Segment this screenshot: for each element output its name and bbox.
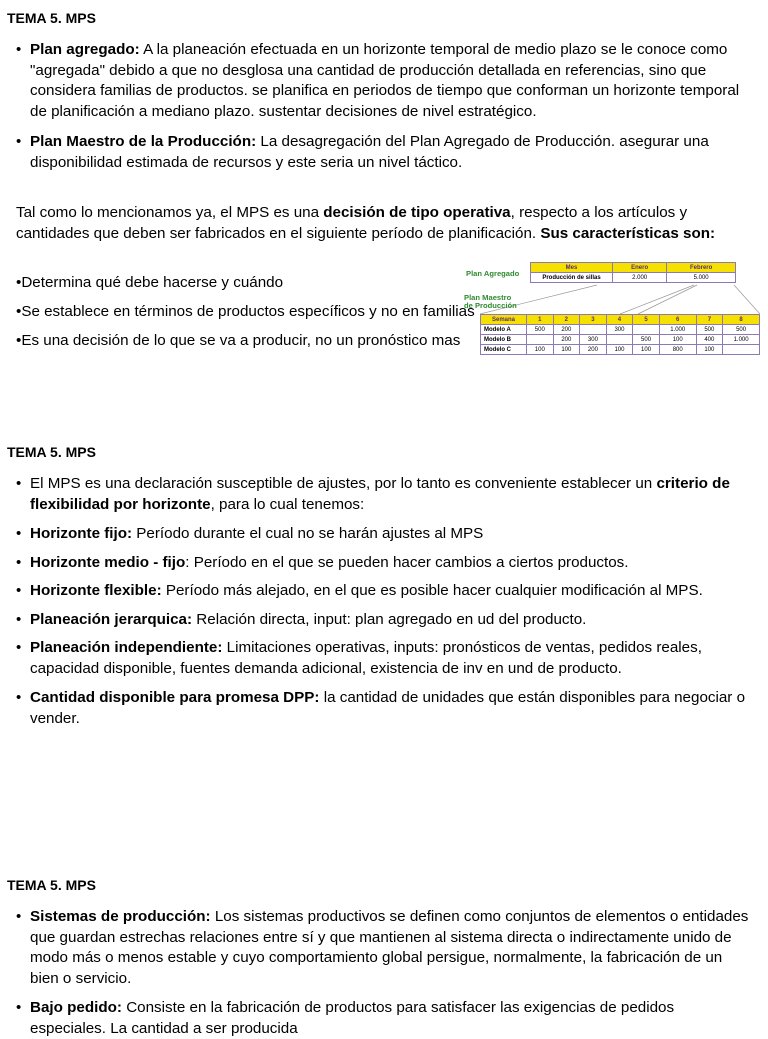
mps-paragraph: Tal como lo mencionamos ya, el MPS es una decisión de tipo operativa, respecto a los artículos y cantidades que deben ser fabricados en el siguiente período de planificación. Sus características son:: [16, 204, 716, 242]
slide-3-title: TEMA 5. MPS: [7, 877, 96, 893]
slide-1-title: TEMA 5. MPS: [7, 10, 96, 26]
label-plan-maestro: Plan Maestro: [464, 293, 512, 302]
slide-1-bullets: [14, 40, 750, 173]
label-plan-agregado: Plan Agregado: [466, 269, 520, 278]
feature-3: •Es una decisión de lo que se va a producir, no un pronóstico mas: [16, 332, 461, 349]
bullet-sistemas-produccion: • Sistemas de producción: Los sistemas productivos se definen como conjuntos de elementos o entidades que guardan estrechas relaciones entre sí y que mantienen al sistema directa o indirectamente unido de modo más o menos estable y cuyo comportamiento global persigue, normalmente, la fabricación de un bien o servicio.: [14, 907, 750, 989]
bullet-planeacion-independiente: • Planeación independiente: Limitaciones operativas, inputs: pronósticos de ventas, pedidos reales, capacidad disponible, fuentes demanda adicional, existencia de inv en und de producto.: [14, 638, 750, 679]
table-row: Modelo B 200 300 500 100 400 1.000: [481, 335, 760, 345]
bullet-flexibilidad: • El MPS es una declaración susceptible de ajustes, por lo tanto es conveniente establecer un criterio de flexibilidad por horizonte, para lo cual tenemos:: [14, 474, 750, 515]
slide-2-bullets: [14, 474, 750, 729]
feature-1: •Determina qué debe hacerse y cuándo: [16, 274, 284, 291]
bullet-horizonte-flexible: • Horizonte flexible: Período más alejado, en el que es posible hacer cualquier modificación al MPS.: [14, 581, 750, 602]
feature-2: •Se establece en términos de productos específicos y no en familias: [16, 303, 475, 320]
bullet-dpp: • Cantidad disponible para promesa DPP: la cantidad de unidades que están disponibles para negociar o vender.: [14, 688, 750, 729]
bullet-planeacion-jerarquica: • Planeación jerarquica: Relación directa, input: plan agregado en ud del producto.: [14, 610, 750, 631]
bullet-plan-maestro: • Plan Maestro de la Producción: La desagregación del Plan Agregado de Producción. asegurar una disponibilidad estimada de recursos y este seria un nivel táctico.: [14, 132, 750, 173]
table-row: Modelo A 500 200 300 1.000 500 500: [481, 325, 760, 335]
bullet-horizonte-fijo: • Horizonte fijo: Período durante el cual no se harán ajustes al MPS: [14, 524, 750, 545]
mps-table-figure: [462, 262, 762, 364]
aggregate-plan-table: Mes Enero Febrero Producción de sillas 2.000 5.000: [530, 262, 736, 283]
table-row: Modelo C 100 100 200 100 100 800 100: [481, 345, 760, 355]
slide-2-title: TEMA 5. MPS: [7, 444, 96, 460]
slide-3-bullets: [14, 907, 750, 1039]
bullet-plan-agregado: • Plan agregado: A la planeación efectuada en un horizonte temporal de medio plazo se le conoce como "agregada" debido a que no desglosa una cantidad de producción detallada en referencias, sino que considera familias de productos. se planifica en periodos de tiempo que conforman un horizonte temporal de planificación a mediano plazo. sustentar decisiones de nivel estratégico.: [14, 40, 750, 122]
bullet-horizonte-medio: • Horizonte medio - fijo: Período en el que se pueden hacer cambios a ciertos productos.: [14, 553, 750, 574]
master-schedule-table: Semana 1 2 3 4 5 6 7 8 Modelo A 500 200 300 1.000 500 500 Modelo B 200 300 500 100 400 1.000 Modelo C 100 100 200 100 100 800 100: [480, 314, 760, 355]
label-de-produccion: de Producción: [464, 301, 517, 310]
bullet-bajo-pedido: • Bajo pedido: Consiste en la fabricación de productos para satisfacer las exigencias de pedidos especiales. La cantidad a ser producida: [14, 998, 750, 1039]
